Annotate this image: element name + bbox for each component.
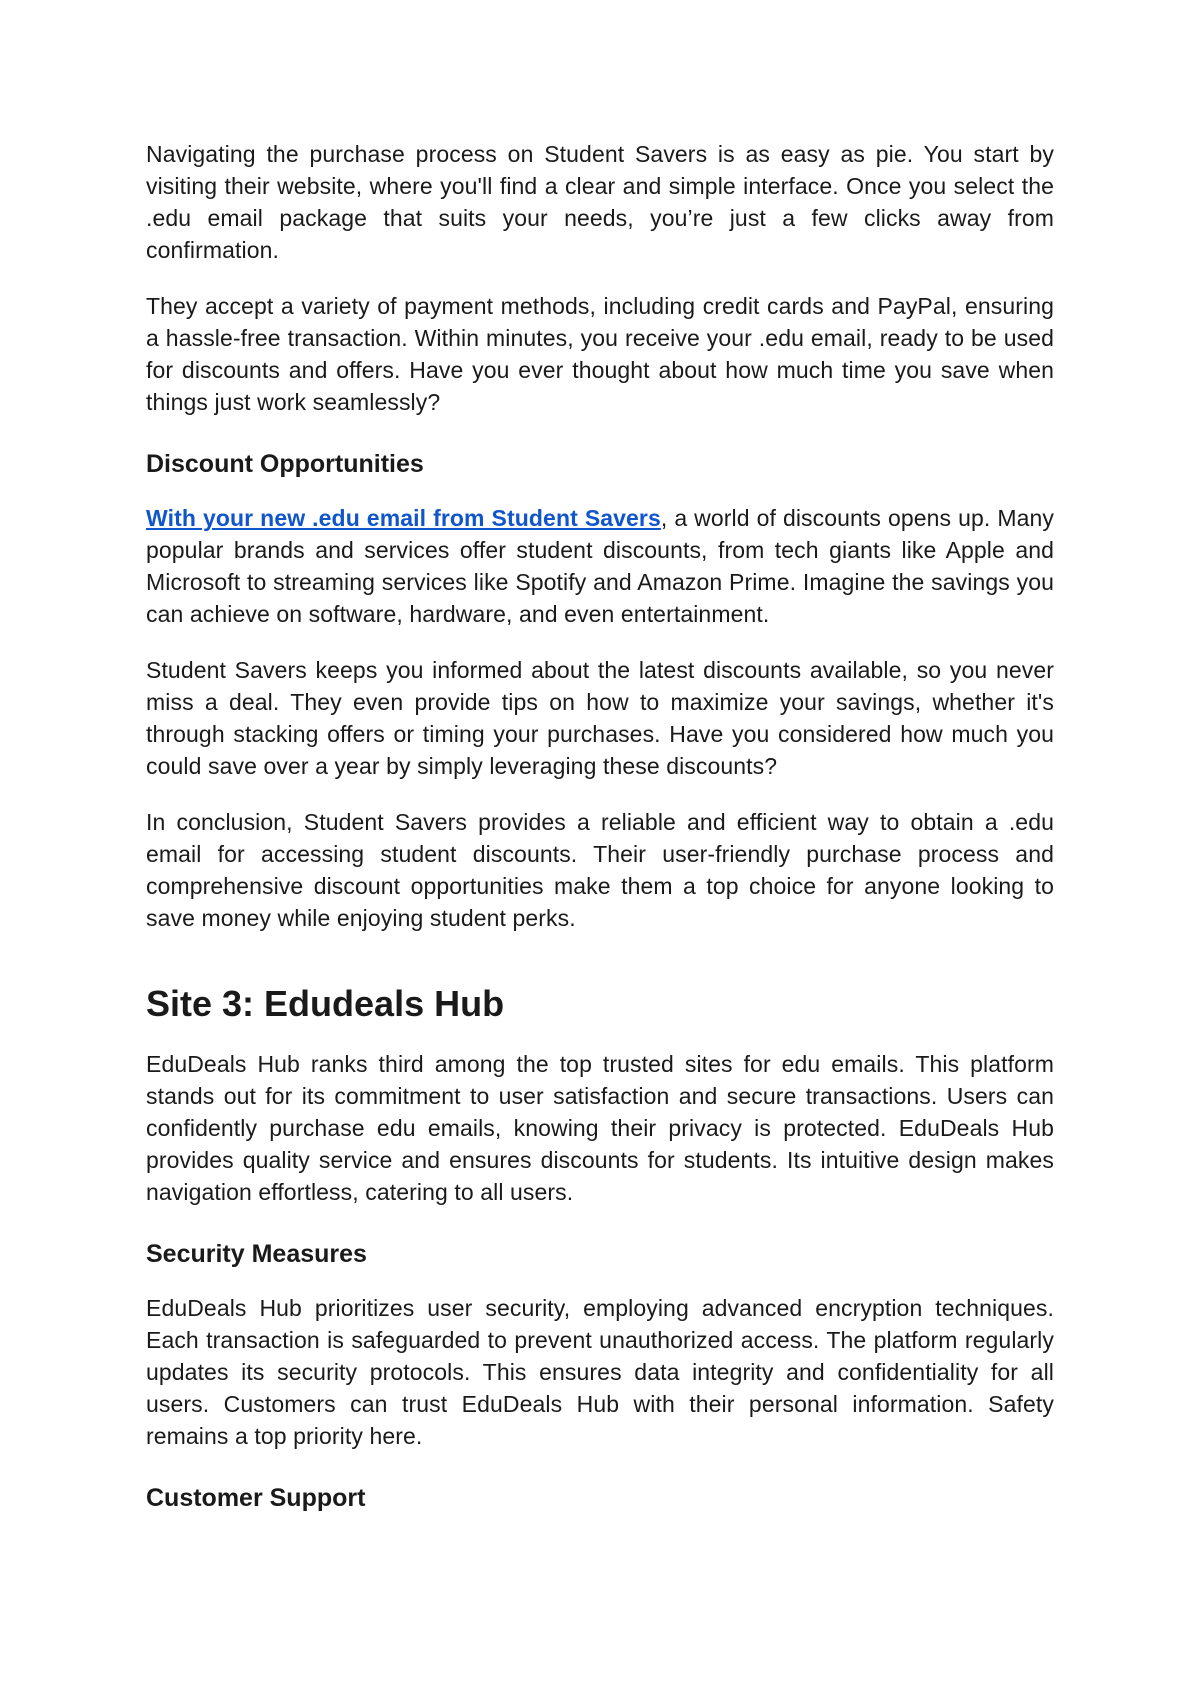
stay-informed-paragraph: Student Savers keeps you informed about the latest discounts available, so you never miss a deal. They even provide tips on how to maximize your savings, whether it's through stacking offers or timing your purchases. Have you considered how much you could save over a year by simply leveraging these discounts? — [146, 657, 1054, 779]
customer-support-heading: Customer Support — [146, 1484, 366, 1512]
discount-opportunities-heading: Discount Opportunities — [146, 450, 424, 478]
security-paragraph: EduDeals Hub prioritizes user security, employing advanced encryption techniques. Each transaction is safeguarded to prevent unauthorized access. The platform regularly updates its security protocols. This ensures data integrity and confidentiality for all users. Customers can trust EduDeals Hub with their personal information. Safety remains a top priority here. — [146, 1295, 1054, 1449]
payment-methods-paragraph: They accept a variety of payment methods, including credit cards and PayPal, ensuring a hassle-free transaction. Within minutes, you receive your .edu email, ready to be used for discounts and offers. Have you ever thought about how much time you save when things just work seamlessly? — [146, 293, 1054, 415]
site3-heading: Site 3: Edudeals Hub — [146, 983, 505, 1024]
purchase-process-paragraph: Navigating the purchase process on Student Savers is as easy as pie. You start by visiting their website, where you'll find a clear and simple interface. Once you select the .edu email package that suits your needs, you’re just a few clicks away from confirmation. — [146, 141, 1054, 263]
discounts-paragraph — [146, 502, 1054, 630]
conclusion-paragraph: In conclusion, Student Savers provides a reliable and efficient way to obtain a .edu email for accessing student discounts. Their user-friendly purchase process and comprehensive discount opportunities make them a top choice for anyone looking to save money while enjoying student perks. — [146, 809, 1054, 931]
discounts-paragraph-text: , a world of discounts opens up. Many popular brands and services offer student discounts, from tech giants like Apple and Microsoft to streaming services like Spotify and Amazon Prime. Imagine the savings you can achieve on software, hardware, and even entertainment. — [146, 505, 1054, 627]
edudeals-intro-paragraph: EduDeals Hub ranks third among the top trusted sites for edu emails. This platform stands out for its commitment to user satisfaction and secure transactions. Users can confidently purchase edu emails, knowing their privacy is protected. EduDeals Hub provides quality service and ensures discounts for students. Its intuitive design makes navigation effortless, catering to all users. — [146, 1051, 1054, 1205]
security-measures-heading: Security Measures — [146, 1240, 367, 1268]
student-savers-link[interactable]: With your new .edu email from Student Savers — [146, 505, 661, 531]
document-page — [146, 138, 1054, 1536]
